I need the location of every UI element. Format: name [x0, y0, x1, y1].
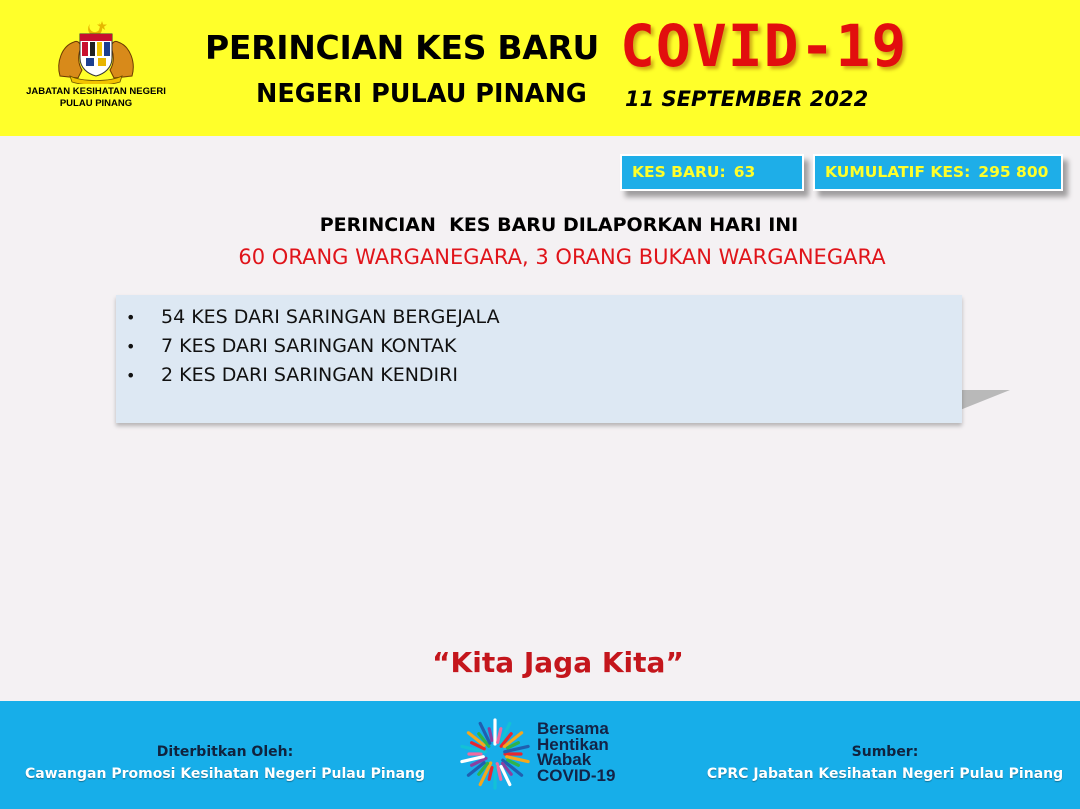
new-cases-label: KES BARU: — [632, 163, 726, 181]
department-line-2: PULAU PINANG — [59, 98, 133, 109]
burst-ray — [489, 768, 492, 780]
new-cases-value: 63 — [733, 163, 756, 181]
new-cases-badge — [620, 154, 804, 191]
publisher-name: Cawangan Promosi Kesihatan Negeri Pulau Pinang — [24, 766, 426, 782]
bullet-icon: • — [126, 308, 136, 327]
list-item-text: 2 KES DARI SARINGAN KENDIRI — [161, 364, 458, 386]
source-name: CPRC Jabatan Kesihatan Negeri Pulau Pinang — [706, 766, 1064, 782]
header-banner — [0, 0, 1080, 136]
source-block — [700, 741, 1070, 785]
report-date: 11 SEPTEMBER 2022 — [625, 87, 869, 111]
publisher-label: Diterbitkan Oleh: — [156, 744, 294, 760]
campaign-line-4: COVID-19 — [537, 765, 616, 785]
campaign-line-3: Wabak — [537, 750, 592, 769]
campaign-line-2: Hentikan — [537, 734, 609, 754]
list-item — [124, 332, 962, 361]
case-detail-list — [116, 295, 962, 390]
campaign-line-1: Bersama — [537, 719, 609, 738]
list-item — [124, 361, 962, 390]
bullet-icon: • — [126, 366, 136, 385]
burst-ray — [489, 729, 492, 741]
slogan: “Kita Jaga Kita” — [432, 646, 684, 679]
cumulative-cases-value: 295 800 — [978, 163, 1049, 181]
list-item — [124, 303, 962, 332]
page-title: PERINCIAN KES BARU — [205, 28, 600, 67]
list-item-text: 7 KES DARI SARINGAN KONTAK — [161, 335, 457, 357]
malaysia-coat-of-arms-icon — [52, 18, 140, 84]
list-item-text: 54 KES DARI SARINGAN BERGEJALA — [161, 306, 500, 328]
source-label: Sumber: — [851, 744, 919, 760]
case-detail-box — [116, 295, 962, 423]
publisher-block — [20, 741, 430, 785]
page-subtitle: NEGERI PULAU PINANG — [256, 79, 587, 109]
cumulative-cases-label: KUMULATIF KES: — [825, 163, 971, 181]
summary-headline: PERINCIAN KES BARU DILAPORKAN HARI INI — [319, 214, 799, 236]
department-name — [6, 86, 186, 110]
starburst-logo-icon — [456, 716, 534, 792]
campaign-logo-text — [537, 721, 615, 783]
covid-label: COVID-19 — [620, 12, 908, 80]
summary-subline: 60 ORANG WARGANEGARA, 3 ORANG BUKAN WARGANEGARA — [238, 245, 886, 269]
department-line-1: JABATAN KESIHATAN NEGERI — [26, 86, 166, 97]
bullet-icon: • — [126, 337, 136, 356]
cumulative-cases-badge — [813, 154, 1063, 191]
